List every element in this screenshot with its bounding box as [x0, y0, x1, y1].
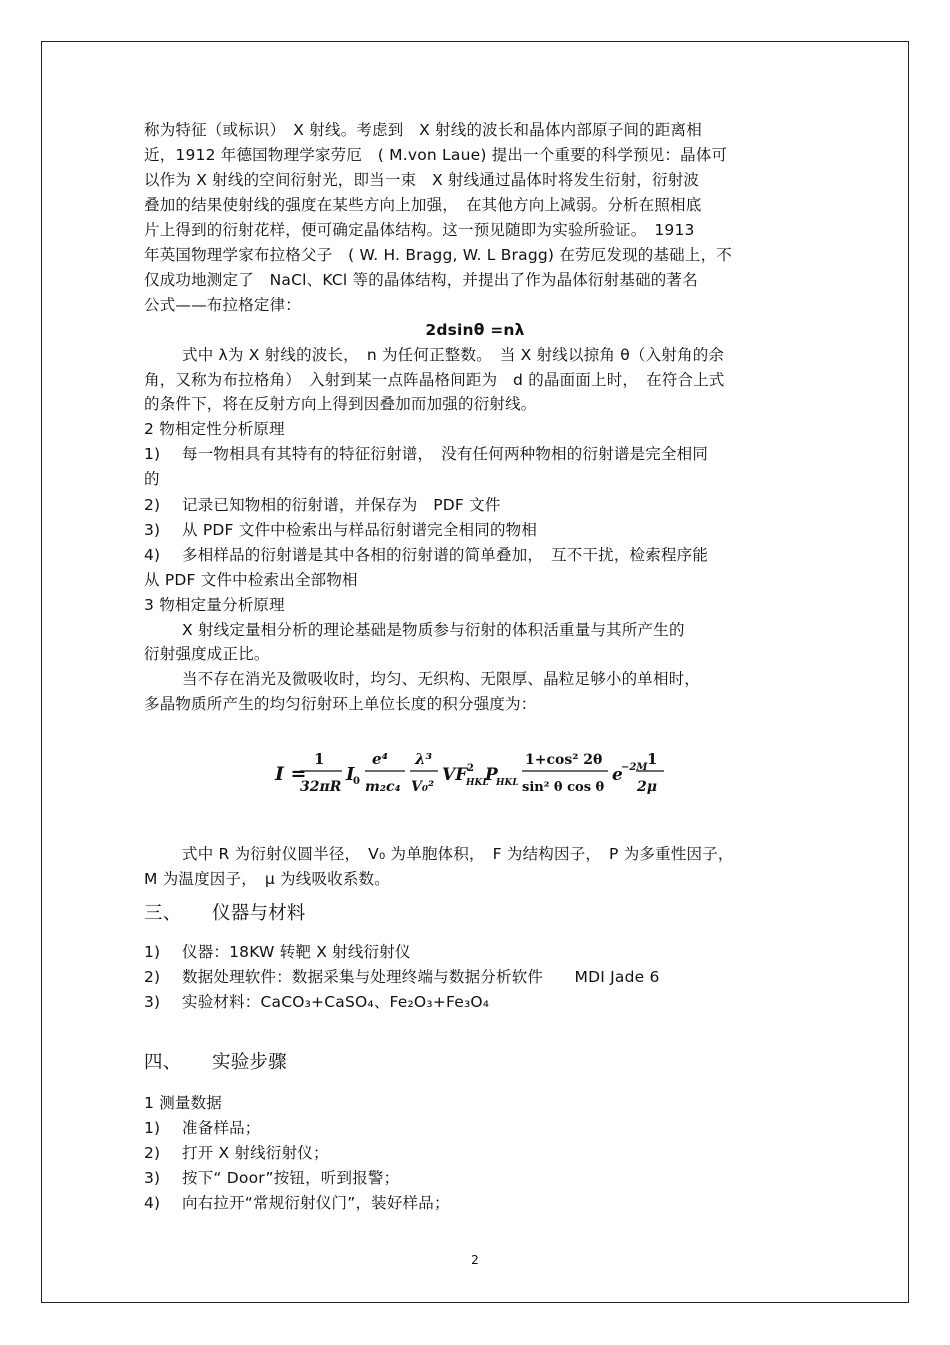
body-line: 当不存在消光及微吸收时，均匀、无织构、无限厚、晶粒足够小的单相时，	[182, 670, 701, 688]
formula-frac2-den: m₂c₄	[365, 779, 401, 795]
list-num: 3)	[144, 1169, 161, 1187]
list-num: 4)	[144, 1194, 161, 1212]
list-item	[144, 1167, 399, 1189]
formula-i0: I	[346, 764, 355, 785]
list-item	[144, 569, 358, 591]
formula-frac4-den: sin² θ cos θ	[522, 780, 605, 795]
list-num: 1)	[144, 1119, 161, 1137]
body-line: 叠加的结果使射线的强度在某些方向上加强， 在其他方向上减弱。分析在照相底	[144, 196, 702, 214]
body-line: 式中 λ为 X 射线的波长， n 为任何正整数。 当 X 射线以掠角 θ（入射角的余	[182, 346, 725, 364]
list-item	[144, 544, 708, 566]
body-line: X 射线定量相分析的理论基础是物质参与衍射的体积活重量与其所产生的	[182, 621, 685, 639]
list-num: 2)	[144, 496, 161, 514]
body-line: M 为温度因子， μ 为线吸收系数。	[144, 870, 390, 888]
list-num: 2)	[144, 968, 161, 986]
body-line: 仅成功地测定了 NaCl、KCl 等的晶体结构，并提出了作为晶体衍射基础的著名	[144, 271, 698, 289]
body-line: 的条件下，将在反射方向上得到因叠加而加强的衍射线。	[144, 395, 537, 413]
list-text: 的	[144, 470, 160, 488]
section-heading	[144, 903, 306, 925]
list-num: 1)	[144, 445, 161, 463]
list-text: 从 PDF 文件中检索出全部物相	[144, 571, 358, 589]
section-heading	[144, 1052, 287, 1074]
formula-frac1-den: 32πR	[300, 779, 342, 795]
formula-p: P	[485, 765, 498, 785]
body-line: 片上得到的衍射花样，便可确定晶体结构。这一预见随即为实验所验证。 1913	[144, 221, 695, 239]
formula-p-sub: HKL	[496, 778, 519, 788]
section-number: 四、	[144, 1052, 182, 1073]
list-item	[144, 1117, 261, 1139]
formula-frac2-num: e⁴	[372, 750, 389, 768]
body-line: 式中 R 为衍射仪圆半径， V₀ 为单胞体积， F 为结构因子， P 为多重性因子，	[182, 845, 734, 863]
formula-i0-sub: 0	[353, 776, 360, 787]
list-num: 2)	[144, 1144, 161, 1162]
list-item	[144, 468, 160, 490]
section-number: 三、	[144, 903, 182, 924]
section-title: 实验步骤	[212, 1052, 287, 1073]
list-text: 从 PDF 文件中检索出与样品衍射谱完全相同的物相	[182, 521, 538, 539]
body-line: 以作为 X 射线的空间衍射光，即当一束 X 射线通过晶体时将发生衍射，衍射波	[144, 171, 700, 189]
list-num: 1)	[144, 943, 161, 961]
formula-frac3-den: V₀²	[411, 779, 435, 795]
list-num: 3)	[144, 993, 161, 1011]
page-number: 2	[471, 1253, 479, 1267]
list-text: 实验材料：CaCO₃+CaSO₄、Fe₂O₃+Fe₃O₄	[182, 993, 490, 1011]
subsection-title: 3 物相定量分析原理	[144, 596, 285, 614]
list-text: 数据处理软件：数据采集与处理终端与数据分析软件 MDI Jade 6	[182, 968, 660, 986]
list-text: 向右拉开“常规衍射仪门”，装好样品；	[182, 1194, 450, 1212]
formula-exp-base: e	[612, 765, 623, 785]
formula-frac4-num: 1+cos² 2θ	[525, 752, 603, 768]
list-item	[144, 443, 708, 465]
formula-frac5-den: 2μ	[637, 779, 657, 795]
list-text: 多相样品的衍射谱是其中各相的衍射谱的简单叠加， 互不干扰，检索程序能	[182, 546, 709, 564]
list-text: 仪器：18KW 转靶 X 射线衍射仪	[182, 943, 411, 961]
list-text: 记录已知物相的衍射谱，并保存为 PDF 文件	[182, 496, 501, 514]
body-line: 衍射强度成正比。	[144, 645, 270, 663]
list-item	[144, 1142, 329, 1164]
body-line: 称为特征（或标识） X 射线。考虑到 X 射线的波长和晶体内部原子间的距离相	[144, 121, 702, 139]
body-line: 年英国物理学家布拉格父子 ( W. H. Bragg, W. L Bragg) 在劳厄发现的基础上，不	[144, 246, 732, 264]
formula-exp-sup: −2M	[621, 762, 648, 773]
list-text: 准备样品；	[182, 1119, 261, 1137]
list-item	[144, 966, 660, 988]
intensity-formula	[270, 742, 670, 804]
bragg-formula: 2dsinθ =nλ	[425, 321, 525, 339]
formula-frac5-num: 1	[647, 750, 658, 768]
subsection-title: 2 物相定性分析原理	[144, 420, 285, 438]
list-text: 打开 X 射线衍射仪；	[182, 1144, 329, 1162]
formula-lhs: I =	[275, 763, 307, 785]
body-line: 近，1912 年德国物理学家劳厄 ( M.von Laue) 提出一个重要的科学预见：晶体可	[144, 146, 728, 164]
formula-vf-sub: HKL	[466, 778, 489, 788]
list-text: 每一物相具有其特有的特征衍射谱， 没有任何两种物相的衍射谱是完全相同	[182, 445, 709, 463]
formula-vf: VF	[442, 765, 468, 785]
subsection-title: 1 测量数据	[144, 1094, 222, 1112]
formula-frac1-num: 1	[314, 750, 325, 768]
formula-vf-sup: 2	[467, 763, 474, 774]
formula-frac3-num: λ³	[415, 750, 433, 768]
list-num: 4)	[144, 546, 161, 564]
list-text: 按下“ Door”按钮，听到报警；	[182, 1169, 400, 1187]
list-item	[144, 991, 489, 1013]
list-item	[144, 941, 411, 963]
list-item	[144, 519, 537, 541]
body-line: 公式——布拉格定律：	[144, 296, 302, 314]
list-num: 3)	[144, 521, 161, 539]
body-line: 角，又称为布拉格角） 入射到某一点阵晶格间距为 d 的晶面面上时， 在符合上式	[144, 371, 725, 389]
body-line: 多晶物质所产生的均匀衍射环上单位长度的积分强度为：	[144, 695, 537, 713]
section-title: 仪器与材料	[212, 903, 306, 924]
list-item	[144, 494, 501, 516]
list-item	[144, 1192, 450, 1214]
